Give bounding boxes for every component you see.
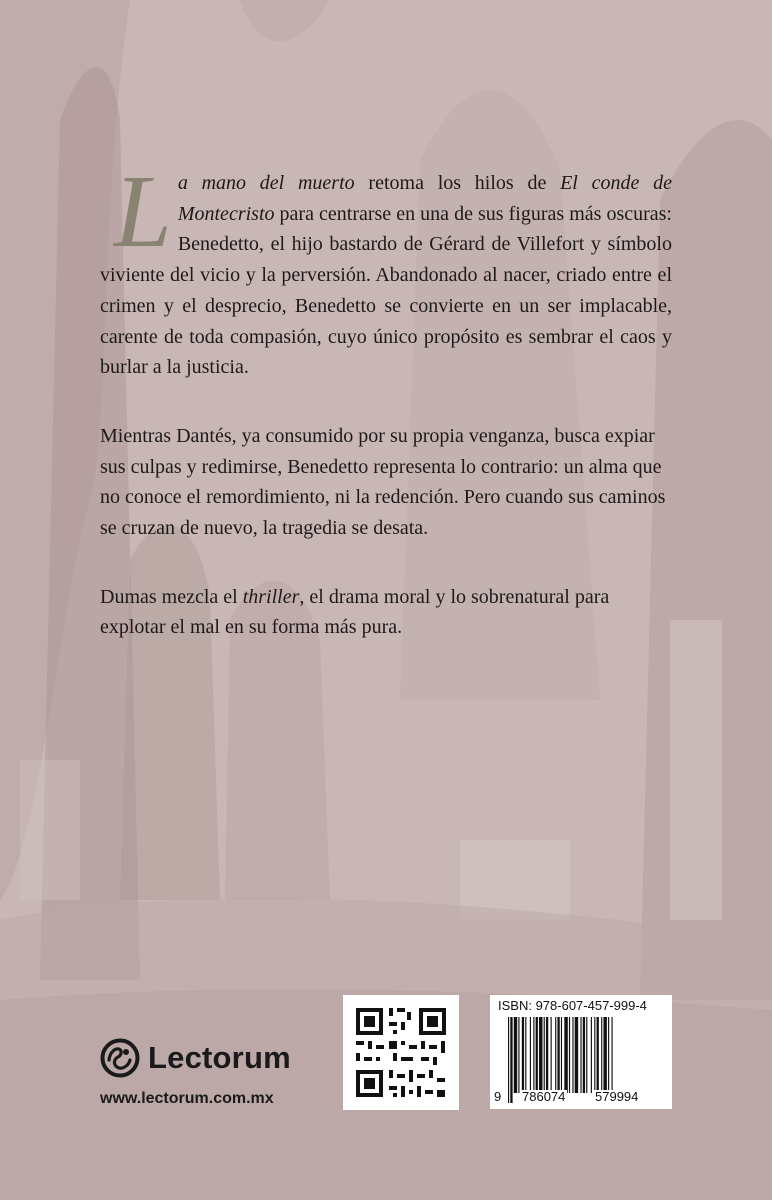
isbn-digits-right: 579994: [595, 1089, 639, 1104]
book-title-italic: a mano del muerto: [177, 172, 355, 194]
publisher-website: www.lectorum.com.mx: [100, 1090, 274, 1107]
blurb-text: Dumas mezcla el: [100, 585, 243, 608]
isbn-barcode: [490, 995, 672, 1109]
blurb-paragraph-2: Mientras Dantés, ya consumido por su propia venganza, busca expiar sus culpas y redimirse, Benedetto representa lo contrario: un alma que no conoce el remordimiento, ni la redención. Pero cuando sus caminos se cruzan de nuevo, la tragedia se desata.: [100, 424, 666, 540]
barcode-bar: [597, 1017, 599, 1093]
barcode-bar: [530, 1017, 531, 1093]
blurb-text: , el drama moral y lo sobrenatural para explotar el mal en su forma más pura.: [100, 585, 610, 639]
barcode-bar: [525, 1017, 526, 1093]
barcode-bar: [551, 1017, 552, 1093]
blurb-text: retoma los hilos de: [354, 172, 561, 194]
barcode-bar: [601, 1017, 602, 1093]
qr-code-icon: [343, 995, 459, 1110]
barcode-bar: [557, 1017, 559, 1093]
barcode-bar: [594, 1017, 595, 1093]
barcode-bar: [564, 1017, 567, 1093]
barcode-bar: [580, 1017, 581, 1093]
blurb-paragraph-3: [100, 582, 672, 643]
blurb-paragraph-1: [100, 154, 672, 383]
back-cover-blurb: [100, 154, 672, 681]
barcode-bar: [539, 1017, 542, 1093]
barcode-bar: [603, 1017, 606, 1093]
genre-italic: thriller: [242, 585, 300, 608]
barcode-bar: [583, 1017, 585, 1093]
barcode-bar: [522, 1017, 524, 1093]
barcode-bar: [536, 1017, 538, 1093]
barcode-bar: [518, 1017, 519, 1093]
qr-code: [343, 995, 459, 1110]
drop-cap: L: [114, 154, 172, 269]
barcode-bar: [555, 1017, 556, 1093]
barcode-bar: [569, 1017, 570, 1093]
barcode-bar: [608, 1017, 609, 1093]
barcode-bar: [575, 1017, 578, 1093]
barcode-bar: [591, 1017, 592, 1093]
isbn-digit-first: 9: [494, 1089, 502, 1104]
barcode-bar: [586, 1017, 587, 1093]
publisher-name: Lectorum: [148, 1040, 291, 1075]
barcode-bar: [546, 1017, 548, 1093]
barcode-bar: [510, 1017, 512, 1103]
lectorum-logo-icon: [100, 1038, 140, 1078]
isbn-label: ISBN: 978-607-457-999-4: [498, 998, 647, 1013]
barcode-bar: [572, 1017, 573, 1093]
blurb-text: para centrarse en una de sus figuras más oscuras: Benedetto, el hijo bastardo de Gérard de Villefort y símbolo viviente del vicio y la perversión. Abandonado al nacer, criado entre el crimen y el desprecio, Benedetto se convierte en un ser implacable, carente de toda compasión, cuyo único propósito es sembrar el caos y burlar a la justicia.: [100, 202, 672, 379]
barcode-bar: [514, 1017, 517, 1093]
isbn-digits-left: 786074: [522, 1089, 566, 1104]
publisher-logo: [100, 1036, 291, 1080]
barcode-bar: [533, 1017, 534, 1093]
barcode-bar: [508, 1017, 509, 1103]
referenced-title-italic: El conde de Montecristo: [177, 172, 672, 225]
barcode-bar: [544, 1017, 545, 1093]
